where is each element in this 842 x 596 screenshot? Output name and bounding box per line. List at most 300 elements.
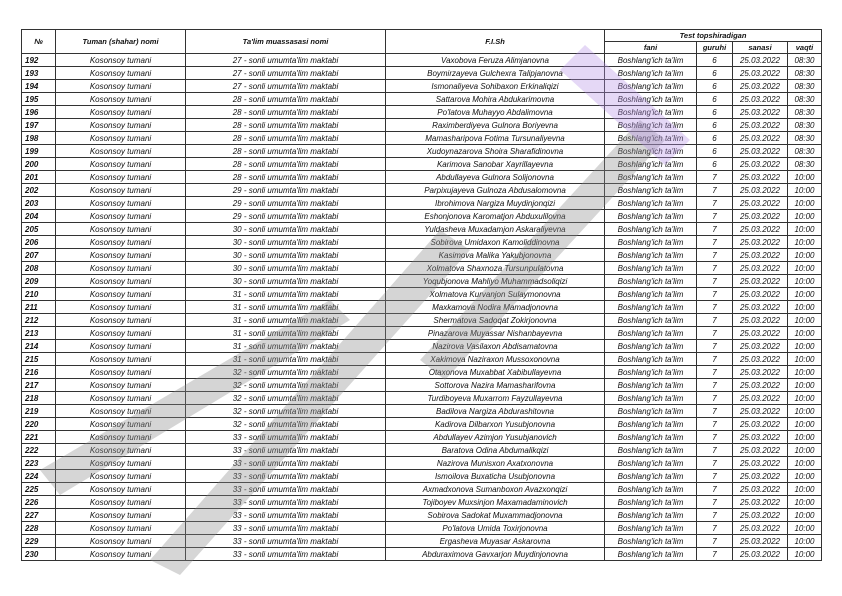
table-row xyxy=(22,93,822,106)
cell-district: Kosonsoy tumani xyxy=(56,67,186,80)
table-row xyxy=(22,431,822,444)
cell-group: 7 xyxy=(697,405,733,418)
cell-time: 10:00 xyxy=(788,405,822,418)
cell-district: Kosonsoy tumani xyxy=(56,496,186,509)
cell-name: Mamasharipova Fotima Tursunaliyevna xyxy=(386,132,605,145)
cell-district: Kosonsoy tumani xyxy=(56,223,186,236)
cell-n: 193 xyxy=(22,67,56,80)
table-row xyxy=(22,457,822,470)
cell-subject: Boshlang'ich ta'lim xyxy=(605,132,697,145)
cell-school: 31 - sonli umumta'lim maktabi xyxy=(186,340,386,353)
cell-n: 214 xyxy=(22,340,56,353)
cell-district: Kosonsoy tumani xyxy=(56,353,186,366)
cell-name: Xolmatova Kurvanjon Sulaymonovna xyxy=(386,288,605,301)
cell-name: Xolmatova Shaxnoza Tursunpulatovna xyxy=(386,262,605,275)
cell-n: 206 xyxy=(22,236,56,249)
cell-time: 10:00 xyxy=(788,210,822,223)
cell-date: 25.03.2022 xyxy=(733,522,788,535)
cell-group: 7 xyxy=(697,340,733,353)
cell-time: 08:30 xyxy=(788,54,822,67)
cell-district: Kosonsoy tumani xyxy=(56,548,186,561)
cell-date: 25.03.2022 xyxy=(733,275,788,288)
cell-school: 32 - sonli umumta'lim maktabi xyxy=(186,379,386,392)
cell-group: 7 xyxy=(697,249,733,262)
cell-school: 27 - sonli umumta'lim maktabi xyxy=(186,54,386,67)
table-row xyxy=(22,340,822,353)
cell-n: 203 xyxy=(22,197,56,210)
cell-time: 10:00 xyxy=(788,366,822,379)
cell-group: 6 xyxy=(697,106,733,119)
table-row xyxy=(22,496,822,509)
cell-group: 6 xyxy=(697,54,733,67)
table-row xyxy=(22,405,822,418)
cell-name: Abduraximova Gavxarjon Muydinjonovna xyxy=(386,548,605,561)
header-school: Ta'lim muassasasi nomi xyxy=(186,30,386,54)
cell-district: Kosonsoy tumani xyxy=(56,132,186,145)
cell-school: 31 - sonli umumta'lim maktabi xyxy=(186,327,386,340)
cell-name: Kadirova Dilbarxon Yusubjonovna xyxy=(386,418,605,431)
cell-group: 7 xyxy=(697,197,733,210)
cell-date: 25.03.2022 xyxy=(733,353,788,366)
cell-date: 25.03.2022 xyxy=(733,197,788,210)
cell-school: 28 - sonli umumta'lim maktabi xyxy=(186,145,386,158)
cell-time: 08:30 xyxy=(788,93,822,106)
cell-name: Tojiboyev Muxsinjon Maxamadaminovich xyxy=(386,496,605,509)
cell-group: 6 xyxy=(697,67,733,80)
cell-group: 7 xyxy=(697,535,733,548)
cell-subject: Boshlang'ich ta'lim xyxy=(605,301,697,314)
cell-date: 25.03.2022 xyxy=(733,496,788,509)
cell-group: 7 xyxy=(697,288,733,301)
table-row xyxy=(22,249,822,262)
cell-district: Kosonsoy tumani xyxy=(56,314,186,327)
cell-district: Kosonsoy tumani xyxy=(56,171,186,184)
header-date: sanasi xyxy=(733,42,788,54)
cell-school: 30 - sonli umumta'lim maktabi xyxy=(186,249,386,262)
cell-district: Kosonsoy tumani xyxy=(56,483,186,496)
cell-group: 7 xyxy=(697,314,733,327)
cell-group: 7 xyxy=(697,509,733,522)
cell-name: Nazirova Vasilaxon Abdisamatovna xyxy=(386,340,605,353)
cell-n: 221 xyxy=(22,431,56,444)
cell-district: Kosonsoy tumani xyxy=(56,236,186,249)
cell-n: 230 xyxy=(22,548,56,561)
table-row xyxy=(22,288,822,301)
cell-subject: Boshlang'ich ta'lim xyxy=(605,431,697,444)
header-group: guruhi xyxy=(697,42,733,54)
table-header xyxy=(22,30,822,54)
table-row xyxy=(22,548,822,561)
cell-school: 29 - sonli umumta'lim maktabi xyxy=(186,184,386,197)
cell-date: 25.03.2022 xyxy=(733,236,788,249)
cell-group: 6 xyxy=(697,132,733,145)
cell-subject: Boshlang'ich ta'lim xyxy=(605,275,697,288)
table-row xyxy=(22,106,822,119)
cell-date: 25.03.2022 xyxy=(733,314,788,327)
cell-time: 10:00 xyxy=(788,392,822,405)
cell-district: Kosonsoy tumani xyxy=(56,106,186,119)
cell-district: Kosonsoy tumani xyxy=(56,535,186,548)
cell-school: 31 - sonli umumta'lim maktabi xyxy=(186,288,386,301)
table-row xyxy=(22,197,822,210)
cell-school: 32 - sonli umumta'lim maktabi xyxy=(186,418,386,431)
cell-district: Kosonsoy tumani xyxy=(56,210,186,223)
table-row xyxy=(22,379,822,392)
cell-name: Vaxobova Feruza Alimjanovna xyxy=(386,54,605,67)
cell-name: Xakimova Naziraxon Mussoxonovna xyxy=(386,353,605,366)
cell-time: 10:00 xyxy=(788,509,822,522)
cell-name: Karimova Sanobar Xayrillayevna xyxy=(386,158,605,171)
cell-district: Kosonsoy tumani xyxy=(56,119,186,132)
cell-school: 27 - sonli umumta'lim maktabi xyxy=(186,80,386,93)
table-row xyxy=(22,483,822,496)
cell-group: 7 xyxy=(697,548,733,561)
exam-schedule-table xyxy=(21,29,822,561)
cell-subject: Boshlang'ich ta'lim xyxy=(605,457,697,470)
cell-subject: Boshlang'ich ta'lim xyxy=(605,249,697,262)
cell-school: 32 - sonli umumta'lim maktabi xyxy=(186,366,386,379)
cell-n: 212 xyxy=(22,314,56,327)
cell-group: 6 xyxy=(697,145,733,158)
cell-subject: Boshlang'ich ta'lim xyxy=(605,67,697,80)
cell-date: 25.03.2022 xyxy=(733,392,788,405)
cell-n: 208 xyxy=(22,262,56,275)
cell-group: 7 xyxy=(697,366,733,379)
table-row xyxy=(22,80,822,93)
table-row xyxy=(22,444,822,457)
cell-name: Raximberdiyeva Gulnora Boriyevna xyxy=(386,119,605,132)
cell-group: 6 xyxy=(697,80,733,93)
cell-school: 33 - sonli umumta'lim maktabi xyxy=(186,431,386,444)
cell-group: 6 xyxy=(697,93,733,106)
cell-group: 7 xyxy=(697,483,733,496)
cell-date: 25.03.2022 xyxy=(733,80,788,93)
cell-name: Baratova Odina Abdumalikqizi xyxy=(386,444,605,457)
cell-group: 7 xyxy=(697,275,733,288)
cell-date: 25.03.2022 xyxy=(733,470,788,483)
cell-group: 7 xyxy=(697,418,733,431)
cell-subject: Boshlang'ich ta'lim xyxy=(605,405,697,418)
cell-name: Axmadxonova Sumanboxon Avazxonqizi xyxy=(386,483,605,496)
cell-name: Po'latova Umida Toxirjonovna xyxy=(386,522,605,535)
cell-school: 33 - sonli umumta'lim maktabi xyxy=(186,444,386,457)
cell-name: Abdullayeva Gulnora Solijonovna xyxy=(386,171,605,184)
cell-group: 7 xyxy=(697,262,733,275)
cell-district: Kosonsoy tumani xyxy=(56,392,186,405)
cell-subject: Boshlang'ich ta'lim xyxy=(605,366,697,379)
table-row xyxy=(22,119,822,132)
cell-time: 08:30 xyxy=(788,145,822,158)
cell-n: 219 xyxy=(22,405,56,418)
table-row xyxy=(22,236,822,249)
cell-date: 25.03.2022 xyxy=(733,431,788,444)
cell-n: 220 xyxy=(22,418,56,431)
table-body xyxy=(22,54,822,561)
cell-n: 200 xyxy=(22,158,56,171)
cell-district: Kosonsoy tumani xyxy=(56,327,186,340)
cell-district: Kosonsoy tumani xyxy=(56,262,186,275)
cell-n: 201 xyxy=(22,171,56,184)
cell-group: 7 xyxy=(697,301,733,314)
cell-n: 205 xyxy=(22,223,56,236)
cell-district: Kosonsoy tumani xyxy=(56,457,186,470)
cell-subject: Boshlang'ich ta'lim xyxy=(605,392,697,405)
cell-date: 25.03.2022 xyxy=(733,262,788,275)
cell-subject: Boshlang'ich ta'lim xyxy=(605,483,697,496)
cell-subject: Boshlang'ich ta'lim xyxy=(605,522,697,535)
cell-school: 30 - sonli umumta'lim maktabi xyxy=(186,236,386,249)
cell-name: Abdullayev Azimjon Yusubjanovich xyxy=(386,431,605,444)
table-row xyxy=(22,184,822,197)
cell-district: Kosonsoy tumani xyxy=(56,301,186,314)
cell-n: 223 xyxy=(22,457,56,470)
cell-name: Ibrohimova Nargiza Muydinjonqizi xyxy=(386,197,605,210)
cell-n: 199 xyxy=(22,145,56,158)
cell-time: 10:00 xyxy=(788,353,822,366)
cell-date: 25.03.2022 xyxy=(733,509,788,522)
cell-group: 7 xyxy=(697,327,733,340)
cell-district: Kosonsoy tumani xyxy=(56,418,186,431)
cell-name: Kasimova Malika Yakubjonovna xyxy=(386,249,605,262)
cell-n: 215 xyxy=(22,353,56,366)
cell-subject: Boshlang'ich ta'lim xyxy=(605,509,697,522)
cell-group: 7 xyxy=(697,431,733,444)
cell-name: Boymirzayeva Gulchexra Talipjanovna xyxy=(386,67,605,80)
cell-district: Kosonsoy tumani xyxy=(56,509,186,522)
cell-district: Kosonsoy tumani xyxy=(56,93,186,106)
cell-time: 10:00 xyxy=(788,431,822,444)
cell-group: 7 xyxy=(697,522,733,535)
table-row xyxy=(22,470,822,483)
cell-n: 195 xyxy=(22,93,56,106)
cell-school: 32 - sonli umumta'lim maktabi xyxy=(186,405,386,418)
cell-time: 08:30 xyxy=(788,106,822,119)
cell-subject: Boshlang'ich ta'lim xyxy=(605,327,697,340)
cell-subject: Boshlang'ich ta'lim xyxy=(605,548,697,561)
table-row xyxy=(22,301,822,314)
header-number: № xyxy=(22,30,56,54)
cell-district: Kosonsoy tumani xyxy=(56,288,186,301)
cell-school: 29 - sonli umumta'lim maktabi xyxy=(186,197,386,210)
cell-group: 6 xyxy=(697,119,733,132)
table-row xyxy=(22,366,822,379)
cell-group: 7 xyxy=(697,379,733,392)
cell-n: 224 xyxy=(22,470,56,483)
cell-subject: Boshlang'ich ta'lim xyxy=(605,288,697,301)
cell-district: Kosonsoy tumani xyxy=(56,379,186,392)
table-row xyxy=(22,392,822,405)
cell-group: 7 xyxy=(697,392,733,405)
cell-date: 25.03.2022 xyxy=(733,366,788,379)
cell-name: Badilova Nargiza Abdurashitovna xyxy=(386,405,605,418)
cell-name: Ergasheva Muyasar Askarovna xyxy=(386,535,605,548)
cell-school: 31 - sonli umumta'lim maktabi xyxy=(186,301,386,314)
cell-district: Kosonsoy tumani xyxy=(56,444,186,457)
table-row xyxy=(22,67,822,80)
cell-date: 25.03.2022 xyxy=(733,158,788,171)
cell-district: Kosonsoy tumani xyxy=(56,366,186,379)
cell-school: 28 - sonli umumta'lim maktabi xyxy=(186,158,386,171)
cell-school: 33 - sonli umumta'lim maktabi xyxy=(186,496,386,509)
cell-school: 33 - sonli umumta'lim maktabi xyxy=(186,457,386,470)
cell-time: 08:30 xyxy=(788,158,822,171)
cell-name: Sattarova Mohira Abdukarimovna xyxy=(386,93,605,106)
cell-n: 192 xyxy=(22,54,56,67)
cell-name: Otaxonova Muxabbat Xabibullayevna xyxy=(386,366,605,379)
cell-school: 31 - sonli umumta'lim maktabi xyxy=(186,353,386,366)
cell-name: Yoqubjonova Mahliyo Muhammadsoliqizi xyxy=(386,275,605,288)
cell-group: 7 xyxy=(697,353,733,366)
cell-group: 7 xyxy=(697,184,733,197)
table-row xyxy=(22,158,822,171)
cell-subject: Boshlang'ich ta'lim xyxy=(605,197,697,210)
cell-school: 30 - sonli umumta'lim maktabi xyxy=(186,223,386,236)
cell-time: 10:00 xyxy=(788,444,822,457)
table-row xyxy=(22,262,822,275)
cell-name: Eshonjonova Karomatjon Abduxulilovna xyxy=(386,210,605,223)
cell-subject: Boshlang'ich ta'lim xyxy=(605,444,697,457)
cell-time: 10:00 xyxy=(788,379,822,392)
cell-time: 10:00 xyxy=(788,223,822,236)
cell-district: Kosonsoy tumani xyxy=(56,405,186,418)
cell-n: 204 xyxy=(22,210,56,223)
cell-n: 197 xyxy=(22,119,56,132)
header-time: vaqti xyxy=(788,42,822,54)
table-row xyxy=(22,145,822,158)
cell-district: Kosonsoy tumani xyxy=(56,184,186,197)
cell-district: Kosonsoy tumani xyxy=(56,54,186,67)
cell-subject: Boshlang'ich ta'lim xyxy=(605,93,697,106)
cell-name: Sobirova Sadokat Muxammadjonovna xyxy=(386,509,605,522)
cell-time: 08:30 xyxy=(788,80,822,93)
cell-time: 10:00 xyxy=(788,457,822,470)
cell-time: 10:00 xyxy=(788,197,822,210)
cell-date: 25.03.2022 xyxy=(733,54,788,67)
cell-time: 10:00 xyxy=(788,535,822,548)
header-district: Tuman (shahar) nomi xyxy=(56,30,186,54)
cell-time: 10:00 xyxy=(788,496,822,509)
cell-n: 229 xyxy=(22,535,56,548)
cell-name: Po'latova Muhayyo Abdalimovna xyxy=(386,106,605,119)
cell-school: 32 - sonli umumta'lim maktabi xyxy=(186,392,386,405)
cell-date: 25.03.2022 xyxy=(733,535,788,548)
cell-date: 25.03.2022 xyxy=(733,327,788,340)
cell-n: 227 xyxy=(22,509,56,522)
cell-name: Pinazarova Muyassar Nishanbayevna xyxy=(386,327,605,340)
table-row xyxy=(22,223,822,236)
cell-school: 29 - sonli umumta'lim maktabi xyxy=(186,210,386,223)
cell-group: 7 xyxy=(697,496,733,509)
cell-time: 10:00 xyxy=(788,548,822,561)
cell-time: 08:30 xyxy=(788,132,822,145)
cell-name: Sottorova Nazira Mamasharifovna xyxy=(386,379,605,392)
cell-group: 7 xyxy=(697,444,733,457)
cell-n: 209 xyxy=(22,275,56,288)
cell-school: 27 - sonli umumta'lim maktabi xyxy=(186,67,386,80)
cell-subject: Boshlang'ich ta'lim xyxy=(605,236,697,249)
cell-date: 25.03.2022 xyxy=(733,249,788,262)
cell-district: Kosonsoy tumani xyxy=(56,80,186,93)
table-row xyxy=(22,353,822,366)
cell-time: 10:00 xyxy=(788,522,822,535)
cell-school: 28 - sonli umumta'lim maktabi xyxy=(186,106,386,119)
cell-date: 25.03.2022 xyxy=(733,119,788,132)
cell-subject: Boshlang'ich ta'lim xyxy=(605,80,697,93)
cell-district: Kosonsoy tumani xyxy=(56,522,186,535)
cell-n: 207 xyxy=(22,249,56,262)
cell-group: 7 xyxy=(697,470,733,483)
cell-n: 211 xyxy=(22,301,56,314)
cell-name: Shermatova Sadoqat Zokirjonovna xyxy=(386,314,605,327)
cell-subject: Boshlang'ich ta'lim xyxy=(605,340,697,353)
cell-subject: Boshlang'ich ta'lim xyxy=(605,314,697,327)
cell-subject: Boshlang'ich ta'lim xyxy=(605,210,697,223)
cell-subject: Boshlang'ich ta'lim xyxy=(605,119,697,132)
cell-subject: Boshlang'ich ta'lim xyxy=(605,106,697,119)
cell-school: 33 - sonli umumta'lim maktabi xyxy=(186,548,386,561)
table-row xyxy=(22,171,822,184)
cell-time: 10:00 xyxy=(788,275,822,288)
cell-district: Kosonsoy tumani xyxy=(56,275,186,288)
cell-district: Kosonsoy tumani xyxy=(56,145,186,158)
header-test-group: Test topshiradigan xyxy=(605,30,822,42)
table-row xyxy=(22,327,822,340)
cell-time: 10:00 xyxy=(788,314,822,327)
cell-school: 33 - sonli umumta'lim maktabi xyxy=(186,522,386,535)
cell-n: 213 xyxy=(22,327,56,340)
cell-subject: Boshlang'ich ta'lim xyxy=(605,184,697,197)
table-row xyxy=(22,418,822,431)
cell-time: 10:00 xyxy=(788,288,822,301)
table-row xyxy=(22,522,822,535)
cell-subject: Boshlang'ich ta'lim xyxy=(605,379,697,392)
cell-time: 10:00 xyxy=(788,262,822,275)
cell-group: 7 xyxy=(697,171,733,184)
cell-n: 222 xyxy=(22,444,56,457)
cell-name: Maxkamova Nodira Mamadjonovna xyxy=(386,301,605,314)
cell-time: 10:00 xyxy=(788,418,822,431)
cell-name: Turdiboyeva Muxarrom Fayzullayevna xyxy=(386,392,605,405)
cell-subject: Boshlang'ich ta'lim xyxy=(605,145,697,158)
cell-subject: Boshlang'ich ta'lim xyxy=(605,535,697,548)
cell-date: 25.03.2022 xyxy=(733,548,788,561)
cell-date: 25.03.2022 xyxy=(733,210,788,223)
cell-school: 30 - sonli umumta'lim maktabi xyxy=(186,275,386,288)
cell-school: 31 - sonli umumta'lim maktabi xyxy=(186,314,386,327)
cell-time: 10:00 xyxy=(788,236,822,249)
cell-time: 10:00 xyxy=(788,470,822,483)
cell-date: 25.03.2022 xyxy=(733,171,788,184)
cell-n: 218 xyxy=(22,392,56,405)
cell-subject: Boshlang'ich ta'lim xyxy=(605,353,697,366)
cell-district: Kosonsoy tumani xyxy=(56,197,186,210)
cell-n: 226 xyxy=(22,496,56,509)
table-row xyxy=(22,54,822,67)
cell-date: 25.03.2022 xyxy=(733,301,788,314)
cell-subject: Boshlang'ich ta'lim xyxy=(605,418,697,431)
cell-date: 25.03.2022 xyxy=(733,405,788,418)
cell-n: 210 xyxy=(22,288,56,301)
cell-date: 25.03.2022 xyxy=(733,457,788,470)
cell-name: Yuldasheva Muxadamjon Askaraliyevna xyxy=(386,223,605,236)
cell-date: 25.03.2022 xyxy=(733,145,788,158)
cell-time: 08:30 xyxy=(788,119,822,132)
cell-date: 25.03.2022 xyxy=(733,184,788,197)
cell-school: 30 - sonli umumta'lim maktabi xyxy=(186,262,386,275)
cell-date: 25.03.2022 xyxy=(733,132,788,145)
cell-school: 33 - sonli umumta'lim maktabi xyxy=(186,535,386,548)
cell-date: 25.03.2022 xyxy=(733,106,788,119)
